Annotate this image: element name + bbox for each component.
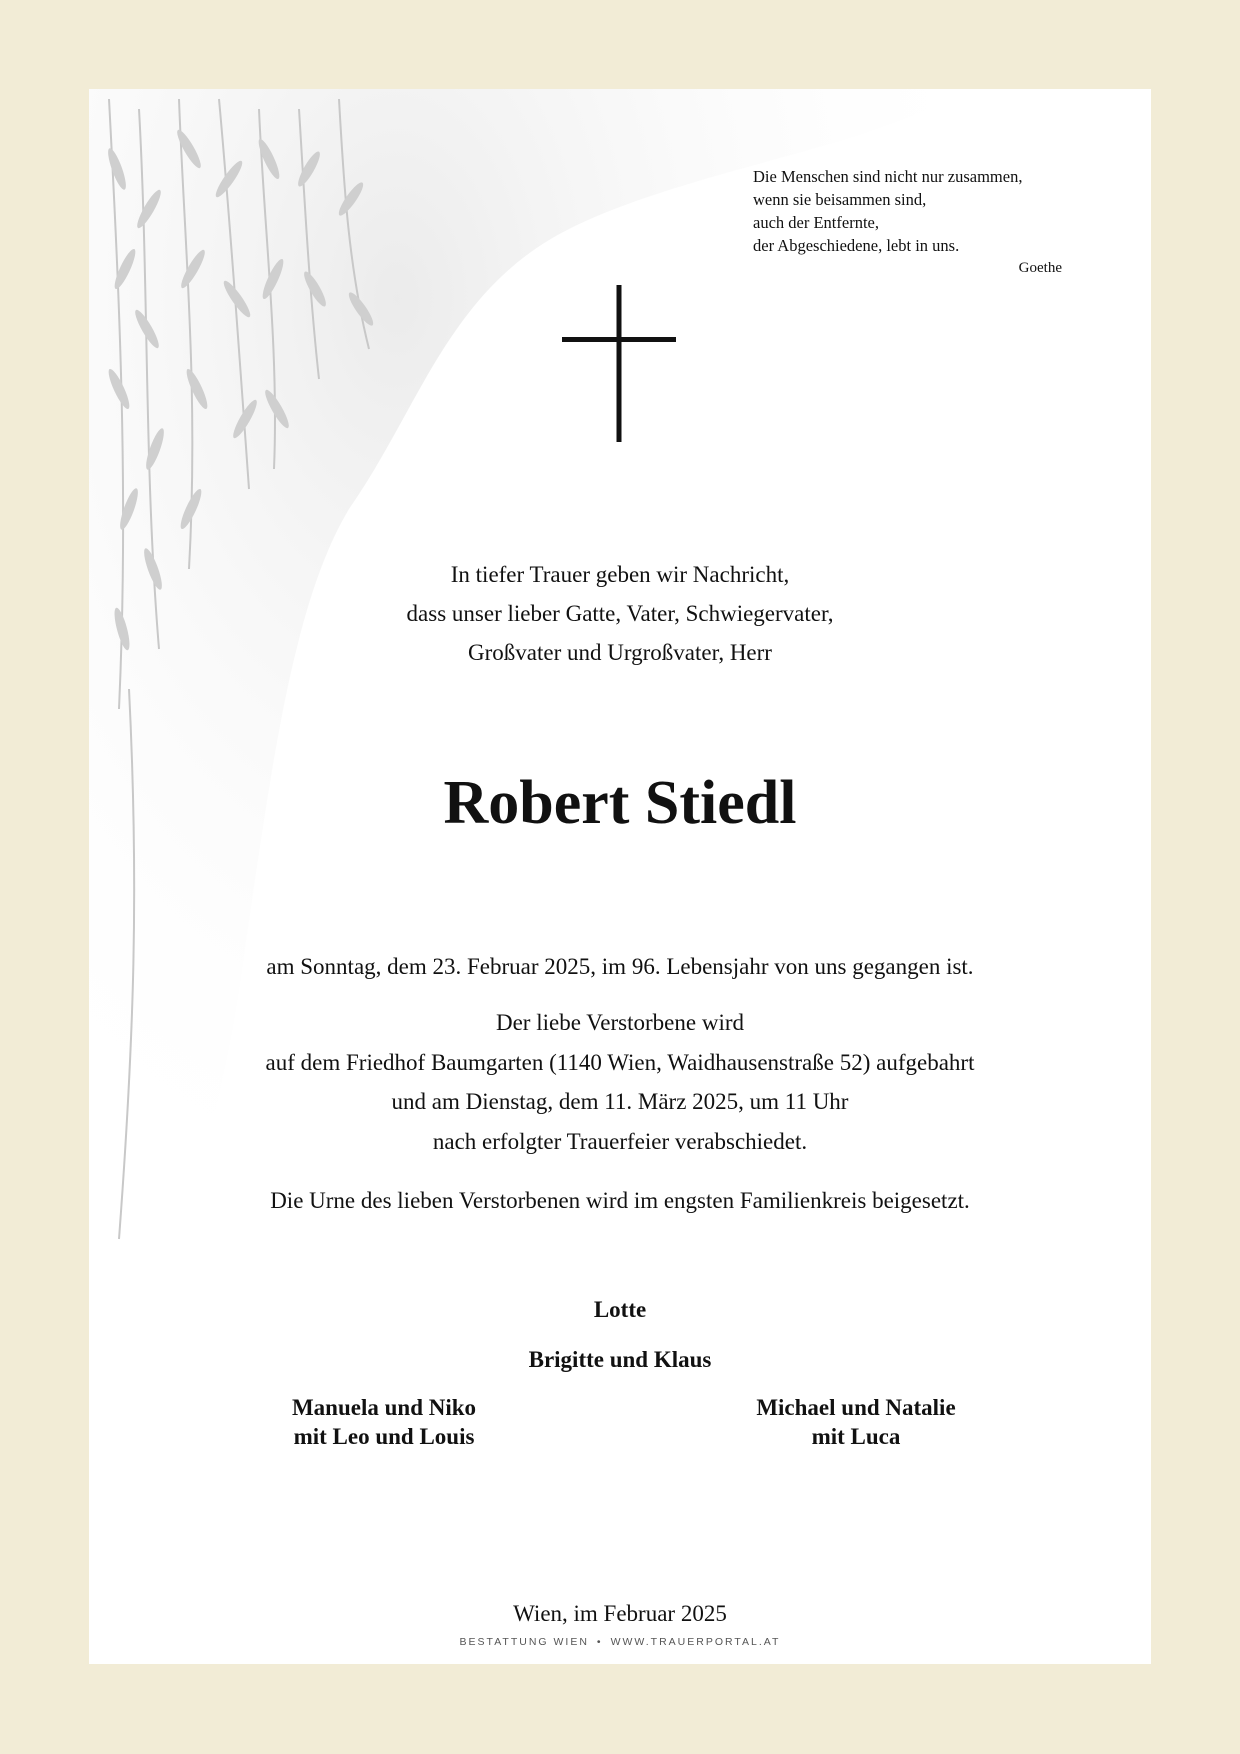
intro-line: Großvater und Urgroßvater, Herr [468, 640, 772, 665]
footer-website: WWW.TRAUERPORTAL.AT [610, 1636, 781, 1648]
arrangement-line: und am Dienstag, dem 11. März 2025, um 11 Uhr [391, 1089, 849, 1114]
intro-line: dass unser lieber Gatte, Vater, Schwiegervater, [406, 601, 834, 626]
urn-line: Die Urne des lieben Verstorbenen wird im engsten Familienkreis beigesetzt. [270, 1188, 970, 1213]
death-date-line: am Sonntag, dem 23. Februar 2025, im 96. Lebensjahr von uns gegangen ist. [266, 954, 974, 979]
arrangement-line: Der liebe Verstorbene wird [495, 1010, 744, 1035]
funeral-arrangements [89, 1003, 1151, 1161]
publisher-footer [89, 1635, 1151, 1649]
family-right-line: mit Luca [811, 1424, 901, 1449]
family-left-line: mit Leo und Louis [293, 1424, 475, 1449]
latin-cross-icon [562, 285, 676, 442]
family-member-lotte: Lotte [593, 1297, 647, 1322]
family-right-group [676, 1393, 1036, 1451]
announcement-intro [89, 555, 1151, 672]
quote-author: Goethe [1018, 260, 1062, 276]
arrangement-line: nach erfolgter Trauerfeier verabschiedet. [432, 1128, 808, 1154]
quote-line: Die Menschen sind nicht nur zusammen, [753, 167, 1023, 186]
goethe-quote [753, 165, 1151, 279]
quote-line: wenn sie beisammen sind, [753, 190, 927, 209]
obituary-card [89, 89, 1151, 1664]
footer-publisher: BESTATTUNG WIEN [459, 1636, 589, 1648]
intro-line: In tiefer Trauer geben wir Nachricht, [450, 562, 790, 587]
footer-separator: • [596, 1636, 603, 1648]
family-member-brigitte-klaus: Brigitte und Klaus [528, 1347, 712, 1372]
quote-line: der Abgeschiedene, lebt in uns. [753, 236, 960, 255]
family-left-group [204, 1393, 564, 1451]
deceased-name: Robert Stiedl [443, 769, 797, 837]
family-left-line: Manuela und Niko [291, 1395, 477, 1420]
arrangement-line: auf dem Friedhof Baumgarten (1140 Wien, Waidhausenstraße 52) aufgebahrt [265, 1049, 975, 1075]
quote-line: auch der Entfernte, [753, 213, 879, 232]
family-right-line: Michael und Natalie [756, 1395, 956, 1420]
place-date: Wien, im Februar 2025 [513, 1601, 727, 1626]
